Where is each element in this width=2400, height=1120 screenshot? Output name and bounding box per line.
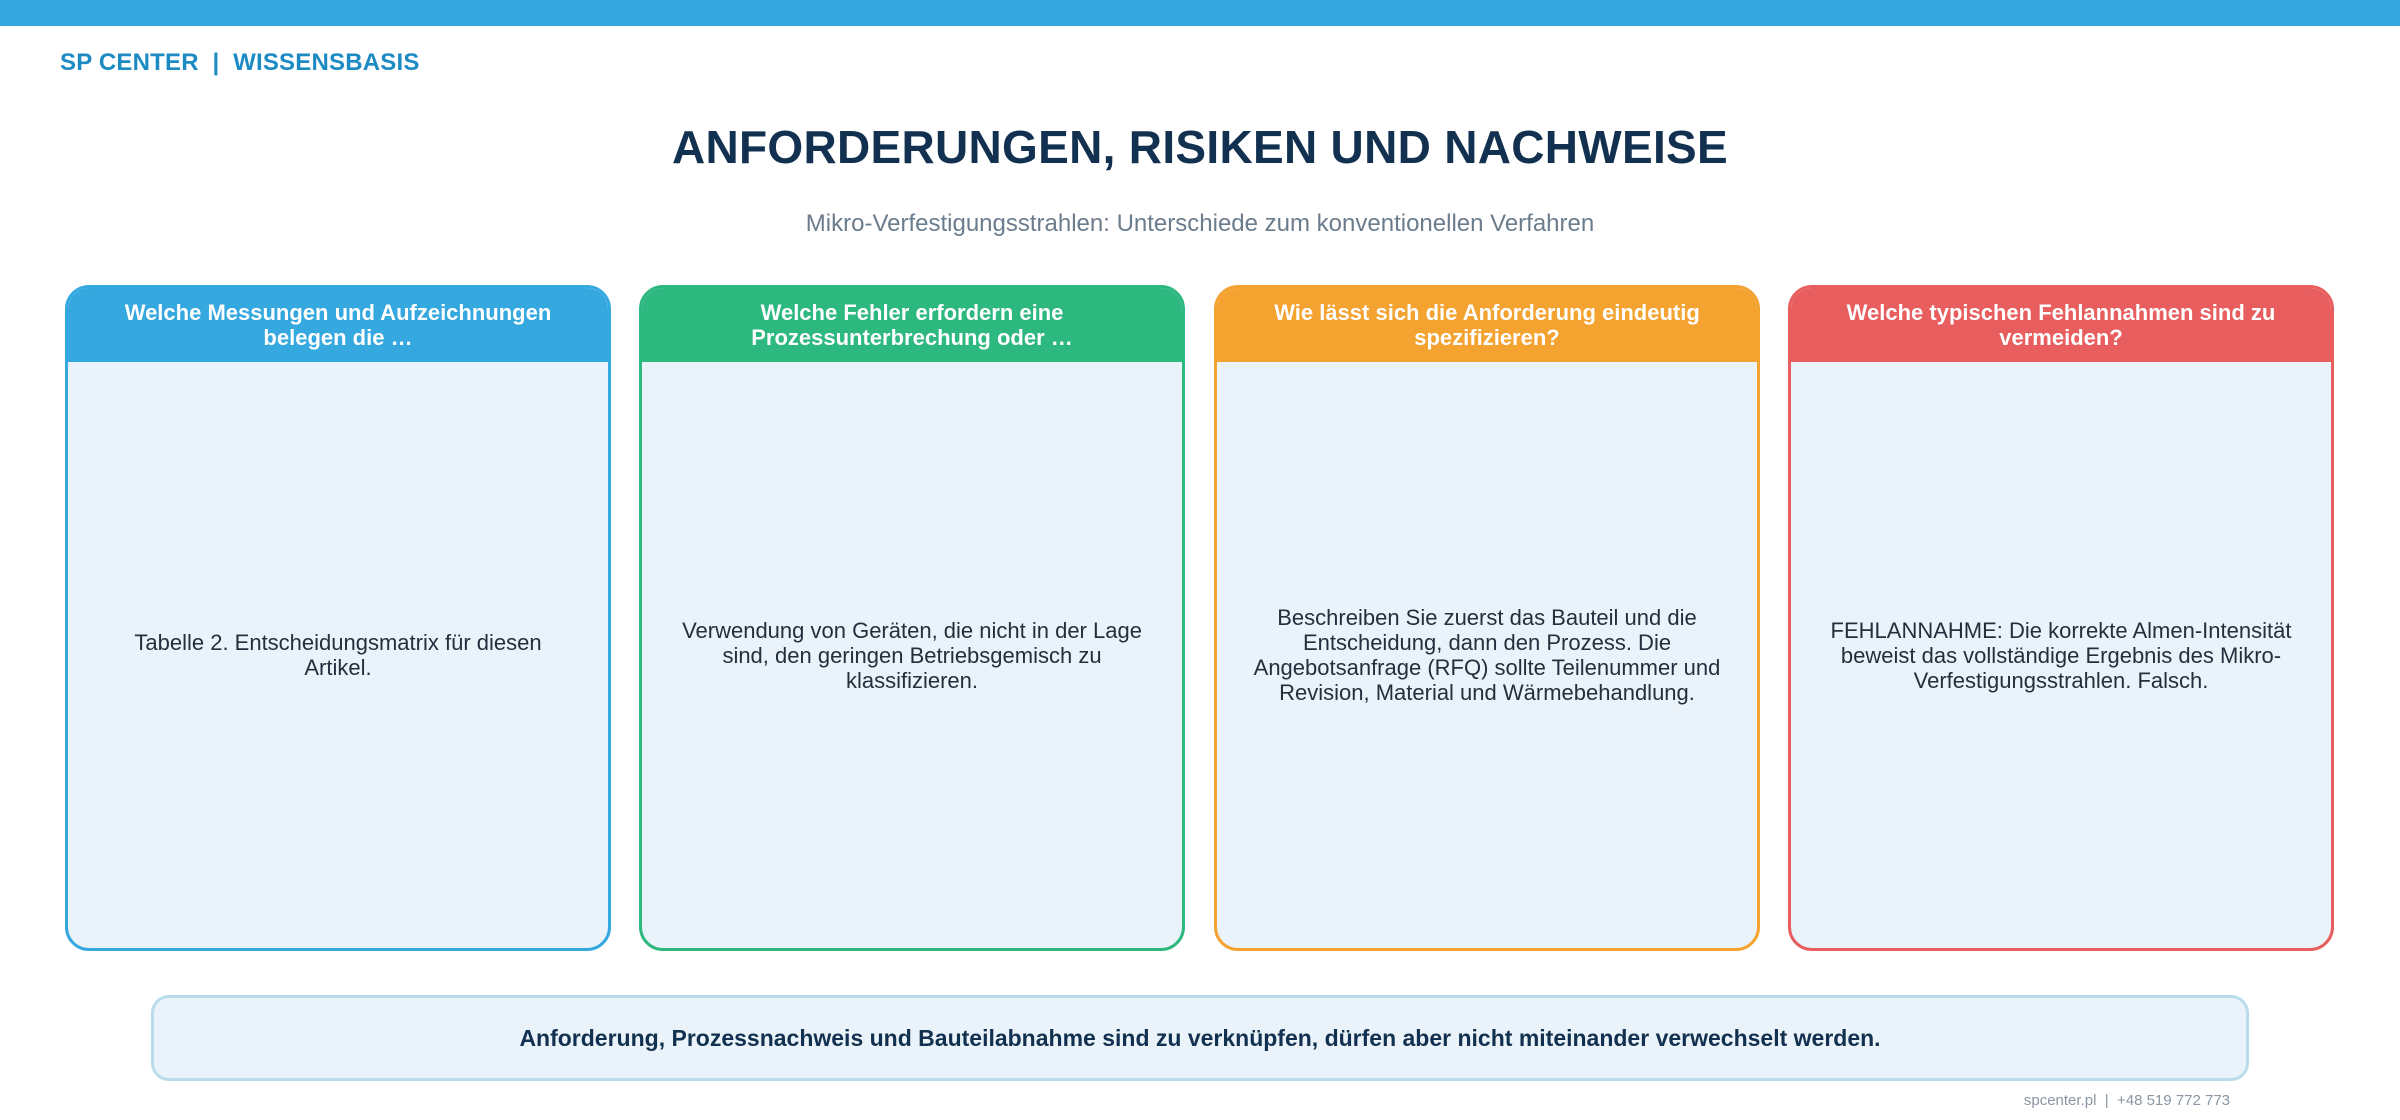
- page-subtitle: Mikro-Verfestigungsstrahlen: Unterschiede zum konventionellen Verfahren: [805, 210, 1595, 237]
- card-heading: Wie lässt sich die Anforderung eindeutig spezifizieren?: [1217, 288, 1757, 362]
- card-body: Beschreiben Sie zuerst das Bauteil und die Entscheidung, dann den Prozess. Die Angebotsanfrage (RFQ) sollte Teilenummer und Revision, Material und Wärmebehandlung.: [1253, 605, 1721, 705]
- card-misconceptions: [1788, 285, 2334, 951]
- footer-contact: spcenter.pl | +48 519 772 773: [2023, 1092, 2230, 1109]
- card-specification: [1214, 285, 1760, 951]
- card-grid: [65, 285, 2335, 951]
- card-body: FEHLANNAHME: Die korrekte Almen-Intensität beweist das vollständige Ergebnis des Mikro-Verfestigungsstrahlen. Falsch.: [1830, 617, 2292, 693]
- card-measurements: [65, 285, 611, 951]
- summary-banner: Anforderung, Prozessnachweis und Bauteilabnahme sind zu verknüpfen, dürfen aber nicht miteinander verwechselt werden.: [151, 995, 2249, 1081]
- card-heading: Welche typischen Fehlannahmen sind zu vermeiden?: [1791, 288, 2331, 362]
- card-errors: [639, 285, 1185, 951]
- card-heading: Welche Messungen und Aufzeichnungen belegen die …: [68, 288, 608, 362]
- card-body: Tabelle 2. Entscheidungsmatrix für diesen Artikel.: [134, 630, 542, 680]
- brand-label: SP CENTER | WISSENSBASIS: [60, 49, 420, 76]
- top-accent-bar: [0, 0, 2400, 26]
- page-title: ANFORDERUNGEN, RISIKEN UND NACHWEISE: [671, 121, 1729, 173]
- card-heading: Welche Fehler erfordern eine Prozessunterbrechung oder …: [642, 288, 1182, 362]
- card-body: Verwendung von Geräten, die nicht in der Lage sind, den geringen Betriebsgemisch zu klassifizieren.: [682, 617, 1142, 693]
